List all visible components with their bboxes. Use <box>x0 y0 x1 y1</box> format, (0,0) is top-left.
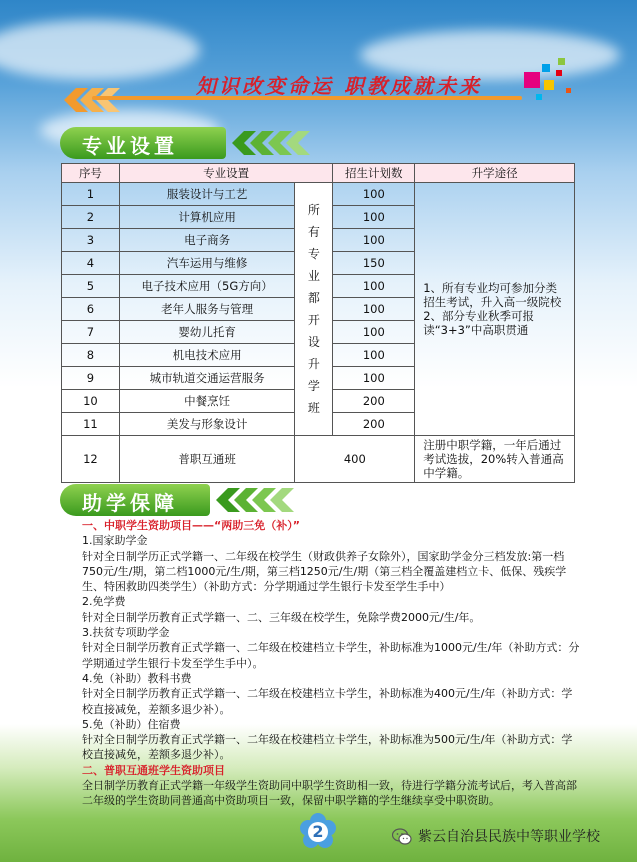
aid-item-title: 5.免（补助）住宿费 <box>82 717 181 731</box>
major-name: 电子商务 <box>119 229 295 252</box>
plan-count: 100 <box>333 321 415 344</box>
section-header-aid <box>60 484 330 516</box>
row-number: 10 <box>62 390 120 413</box>
plan-count: 200 <box>333 390 415 413</box>
aid-item-text: 针对全日制学历正式学籍一、二年级在校学生（财政供养子女除外），国家助学金分三档发放:第一档750元/生/期，第二档1000元/生/期，第三档1250元/生/期（第三档全覆盖建档立卡、低保、残疾学生、特困救助四类学生）（补助方式：分学期通过学生银行卡发至学生手中） <box>82 549 567 594</box>
green-chevron-icon <box>230 129 330 157</box>
table-header: 升学途径 <box>415 164 575 183</box>
merged-note-char: 都 <box>307 291 320 305</box>
section-header-majors <box>60 127 330 159</box>
row-number: 5 <box>62 275 120 298</box>
page-number-badge <box>298 812 338 852</box>
aid-heading: 二、普职互通班学生资助项目 <box>82 763 225 777</box>
table-row <box>62 183 575 206</box>
major-name: 服装设计与工艺 <box>119 183 295 206</box>
aid-item-title: 3.扶贫专项助学金 <box>82 626 170 640</box>
aid-item-title: 4.免（补助）教科书费 <box>82 671 192 685</box>
major-name: 机电技术应用 <box>119 344 295 367</box>
path-note-line: 1、所有专业均可参加分类招生考试，升入高一级院校 <box>423 281 562 309</box>
orange-chevron-icon <box>60 86 130 114</box>
banner-slogan: 知识改变命运 职教成就未来 <box>196 74 482 98</box>
table-header-row <box>62 164 575 183</box>
row-number: 1 <box>62 183 120 206</box>
aid-item-title: 2.免学费 <box>82 595 126 609</box>
wechat-watermark <box>392 826 600 846</box>
major-name: 电子技术应用（5G方向） <box>119 275 295 298</box>
merged-note-char: 所 <box>307 203 320 217</box>
merged-note-char: 开 <box>307 313 320 327</box>
major-name: 普职互通班 <box>119 436 295 483</box>
row-number: 11 <box>62 413 120 436</box>
plan-count: 200 <box>333 413 415 436</box>
merged-note-char: 升 <box>307 357 320 371</box>
plan-count: 400 <box>295 436 415 483</box>
aid-paragraph: 全日制学历教育正式学籍一年级学生资助同中职学生资助相一致，待进行学籍分流考试后，考入普高部二年级的学生资助同普通高中资助项目一致，保留中职学籍的学生继续享受中职资助。 <box>82 779 577 808</box>
merged-note-char: 学 <box>307 379 320 393</box>
plan-count: 100 <box>333 229 415 252</box>
aid-item-title: 1.国家助学金 <box>82 534 148 548</box>
aid-item-text: 针对全日制学历教育正式学籍一、二、三年级在校学生，免除学费2000元/生/年。 <box>82 610 481 624</box>
aid-item-text: 针对全日制学历教育正式学籍一、二年级在校建档立卡学生，补助标准为400元/生/年（补助方式：学校直接减免，差额多退少补）。 <box>82 687 573 716</box>
majors-table <box>61 163 575 483</box>
table-header: 招生计划数 <box>333 164 415 183</box>
page-number: 2 <box>312 822 324 841</box>
plan-count: 100 <box>333 183 415 206</box>
table-row <box>62 436 575 483</box>
green-chevron-icon <box>214 486 314 514</box>
plan-count: 150 <box>333 252 415 275</box>
path-note: 注册中职学籍，一年后通过考试选拔，20%转入普通高中学籍。 <box>415 436 575 483</box>
aid-content <box>60 518 580 809</box>
major-name: 中餐烹饪 <box>119 390 295 413</box>
aid-heading: 一、中职学生资助项目——“两助三免（补）” <box>82 519 300 532</box>
major-name: 老年人服务与管理 <box>119 298 295 321</box>
plan-count: 100 <box>333 344 415 367</box>
plan-count: 100 <box>333 367 415 390</box>
table-header: 序号 <box>62 164 120 183</box>
row-number: 9 <box>62 367 120 390</box>
merged-note <box>295 183 333 436</box>
major-name: 计算机应用 <box>119 206 295 229</box>
row-number: 3 <box>62 229 120 252</box>
row-number: 2 <box>62 206 120 229</box>
major-name: 城市轨道交通运营服务 <box>119 367 295 390</box>
merged-note-char: 专 <box>307 247 320 261</box>
section-title: 助学保障 <box>82 491 178 515</box>
table-header: 专业设置 <box>119 164 333 183</box>
major-name: 婴幼儿托育 <box>119 321 295 344</box>
merged-note-char: 设 <box>307 335 320 349</box>
section-title: 专业设置 <box>82 134 178 158</box>
path-note <box>415 183 575 436</box>
merged-note-char: 业 <box>307 269 320 283</box>
path-note-line: 2、部分专业秋季可报读“3+3”中高职贯通 <box>423 309 535 337</box>
wechat-icon <box>392 828 412 846</box>
merged-note-char: 班 <box>307 401 320 415</box>
row-number: 4 <box>62 252 120 275</box>
wechat-account-name: 紫云自治县民族中等职业学校 <box>418 829 600 845</box>
major-name: 汽车运用与维修 <box>119 252 295 275</box>
plan-count: 100 <box>333 298 415 321</box>
aid-item-text: 针对全日制学历教育正式学籍一、二年级在校建档立卡学生，补助标准为500元/生/年（补助方式：学校直接减免，差额多退少补）。 <box>82 733 573 762</box>
row-number: 6 <box>62 298 120 321</box>
plan-count: 100 <box>333 206 415 229</box>
aid-item-text: 针对全日制学历教育正式学籍一、二年级在校建档立卡学生，补助标准为1000元/生/年（补助方式：分学期通过学生银行卡发至学生手中）。 <box>82 641 580 670</box>
major-name: 美发与形象设计 <box>119 413 295 436</box>
row-number: 7 <box>62 321 120 344</box>
plan-count: 100 <box>333 275 415 298</box>
row-number: 12 <box>62 436 120 483</box>
decor-squares-icon <box>524 58 574 106</box>
cloud <box>0 20 200 80</box>
merged-note-char: 有 <box>307 225 320 239</box>
row-number: 8 <box>62 344 120 367</box>
